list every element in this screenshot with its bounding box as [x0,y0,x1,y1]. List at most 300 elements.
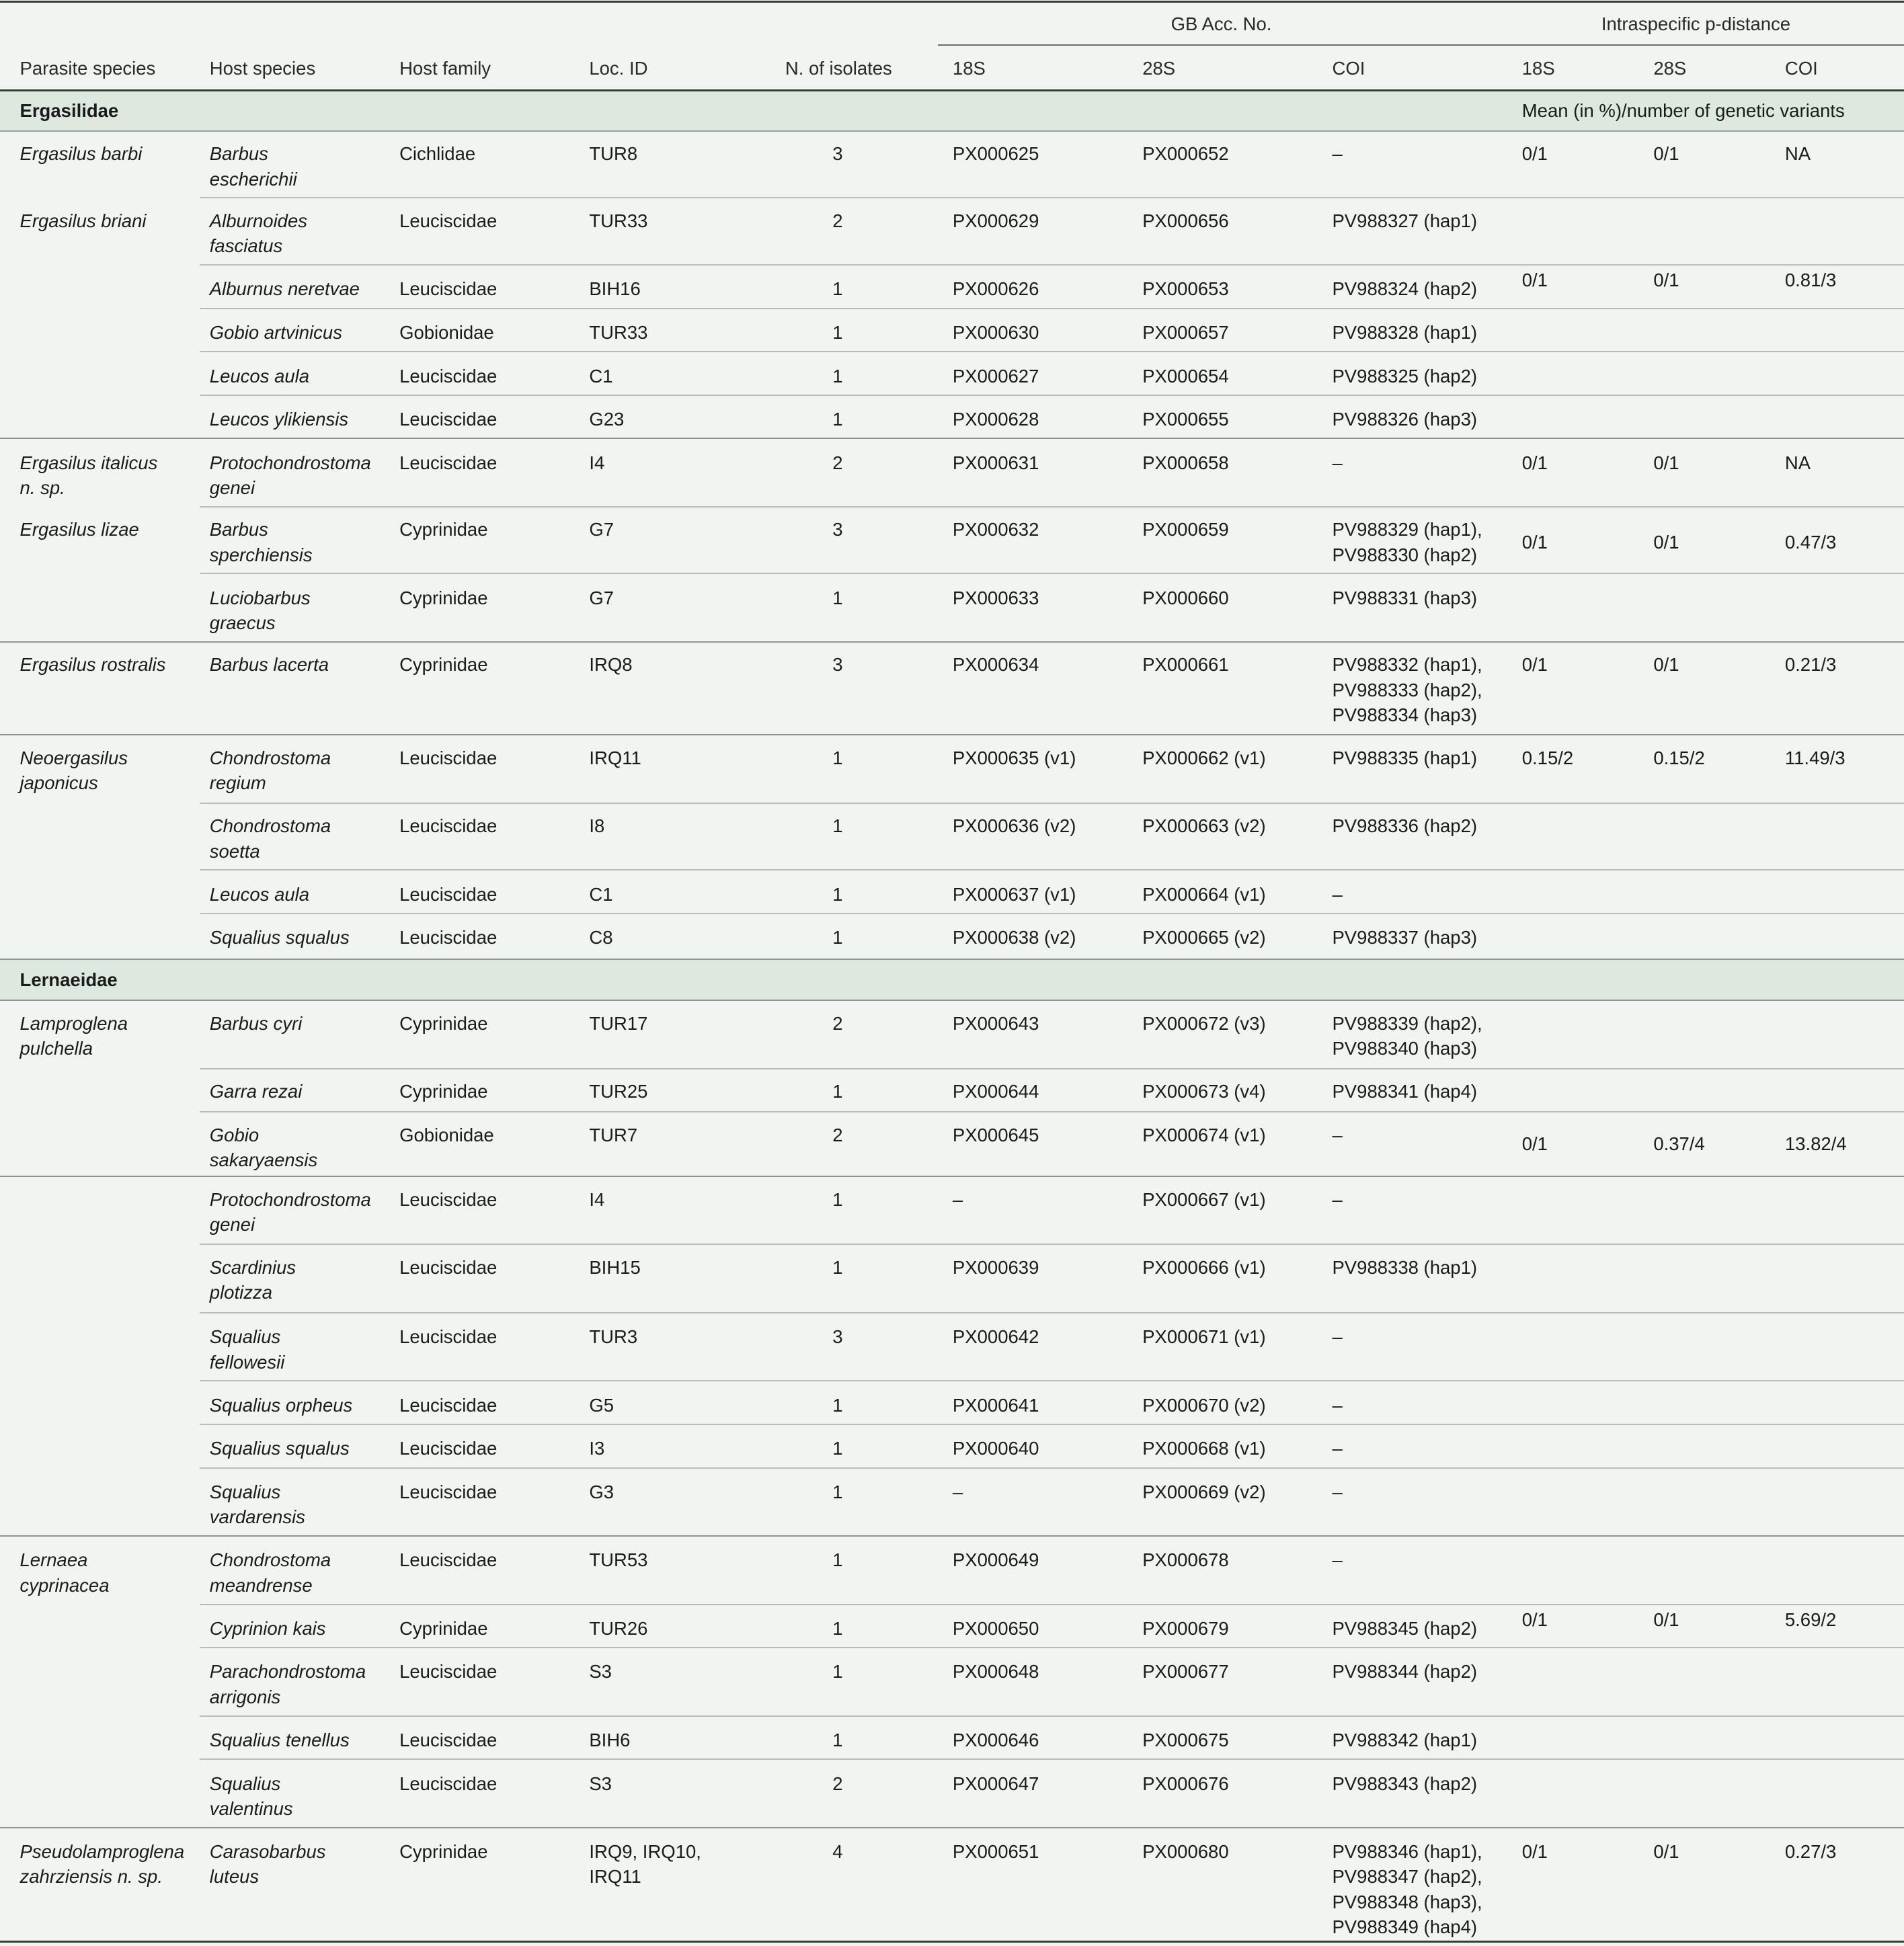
gb-18s-accession: PX000631 [952,452,1039,473]
header-gb-group: GB Acc. No. [1171,13,1272,35]
n-isolates: 1 [832,1729,843,1750]
loc-id: G5 [589,1394,614,1416]
n-isolates: 2 [832,1124,843,1145]
host-family: Leuciscidae [399,1438,498,1459]
host-species: arrigonis [209,1686,281,1707]
header-gb-18s: 18S [952,57,986,79]
gb-18s-accession: PX000636 (v2) [952,815,1076,837]
header-loc-id: Loc. ID [589,57,648,79]
gb-18s-accession: PX000647 [952,1773,1039,1794]
rule-line [0,1,1904,3]
parasite-species: cyprinacea [19,1574,110,1596]
host-species: Squalius squalus [209,927,350,948]
gb-18s-accession: PX000651 [952,1841,1039,1862]
loc-id: G3 [589,1481,614,1502]
pdist-28s: 0.15/2 [1653,747,1705,768]
rule-line [200,913,1904,914]
rule-line [0,1535,1904,1537]
host-species: Cyprinion kais [209,1617,326,1639]
host-family: Leuciscidae [399,1188,498,1210]
gb-28s-accession: PX000660 [1142,587,1229,608]
gb-28s-accession: PX000653 [1142,278,1229,300]
gb-18s-accession: PX000625 [952,143,1039,165]
gb-18s-accession: PX000634 [952,654,1039,676]
gb-28s-accession: PX000659 [1142,519,1229,540]
gb-28s-accession: PX000656 [1142,210,1229,231]
n-isolates: 2 [832,452,843,473]
n-isolates: 1 [832,365,843,387]
n-isolates: 1 [832,1394,843,1416]
n-isolates: 2 [832,1012,843,1034]
host-family: Gobionidae [399,1124,494,1145]
loc-id: TUR25 [589,1081,648,1102]
host-species: Squalius orpheus [209,1394,353,1416]
loc-id: IRQ11 [589,1866,641,1888]
host-species: Gobio artvinicus [209,321,342,343]
loc-id: BIH16 [589,278,641,300]
rule-line [200,264,1904,266]
host-species: Barbus lacerta [209,654,329,676]
host-species: Squalius [209,1326,281,1348]
host-family: Leuciscidae [399,1394,498,1416]
rule-line [0,1827,1904,1828]
n-isolates: 1 [832,278,843,300]
pdist-coi: 11.49/3 [1784,747,1846,768]
pdist-coi: NA [1784,143,1811,165]
loc-id: IRQ8 [589,654,633,676]
host-family: Cyprinidae [399,587,488,608]
host-family: Leuciscidae [399,1257,498,1279]
loc-id: TUR33 [589,210,648,231]
header-pdist-group: Intraspecific p-distance [1601,13,1791,35]
host-family: Leuciscidae [399,883,498,905]
host-family: Cyprinidae [399,1012,488,1034]
gb-coi-accession: PV988326 (hap3) [1332,409,1478,430]
header-pd-18s: 18S [1521,57,1555,79]
gb-coi-accession: PV988334 (hap3) [1332,704,1478,725]
n-isolates: 1 [832,321,843,343]
gb-28s-accession: PX000654 [1142,365,1229,387]
host-species: sakaryaensis [209,1149,318,1170]
loc-id: TUR3 [589,1326,638,1348]
n-isolates: 4 [832,1841,843,1862]
gb-18s-accession: PX000639 [952,1257,1039,1279]
rule-line [0,959,1904,960]
loc-id: BIH15 [589,1257,641,1279]
pdist-18s: 0/1 [1521,452,1548,473]
host-family: Leuciscidae [399,452,498,473]
gb-coi-accession: PV988328 (hap1) [1332,321,1478,343]
rule-line [200,308,1904,309]
gb-coi-accession: PV988327 (hap1) [1332,210,1478,231]
pdist-coi: 0.21/3 [1784,654,1837,676]
pdist-18s: 0.15/2 [1521,747,1574,768]
host-species: vardarensis [209,1506,305,1528]
host-species: soetta [209,840,260,862]
gb-coi-accession: PV988345 (hap2) [1332,1617,1478,1639]
host-species: Squalius tenellus [209,1729,350,1750]
gb-18s-accession: PX000649 [952,1549,1039,1571]
header-n-isolates: N. of isolates [785,57,892,79]
rule-line [0,130,1904,132]
host-species: Barbus cyri [209,1012,303,1034]
loc-id: C1 [589,883,613,905]
rule-line [0,438,1904,439]
n-isolates: 1 [832,409,843,430]
gb-18s-accession: PX000640 [952,1438,1039,1459]
host-species: Luciobarbus [209,587,311,608]
host-family: Leuciscidae [399,409,498,430]
host-species: fasciatus [209,235,283,257]
gb-28s-accession: PX000676 [1142,1773,1229,1794]
gb-28s-accession: PX000680 [1142,1841,1229,1862]
rule-line [200,1380,1904,1381]
loc-id: TUR53 [589,1549,648,1571]
host-species: Alburnoides [209,210,308,231]
pdist-18s: 0/1 [1521,531,1548,553]
gb-coi-accession: PV988347 (hap2), [1332,1866,1482,1888]
rule-line [200,506,1904,508]
pdist-coi: 0.27/3 [1784,1841,1837,1862]
loc-id: G7 [589,519,614,540]
gb-28s-accession: PX000669 (v2) [1142,1481,1266,1502]
loc-id: I3 [589,1438,605,1459]
n-isolates: 1 [832,1257,843,1279]
host-species: Squalius [209,1773,281,1794]
host-species: Garra rezai [209,1081,303,1102]
host-family: Cichlidae [399,143,476,165]
gb-coi-accession: PV988349 (hap4) [1332,1916,1478,1937]
pdist-28s: 0/1 [1653,143,1679,165]
gb-18s-accession: PX000630 [952,321,1039,343]
gb-coi-accession: – [1332,143,1343,165]
gb-28s-accession: PX000674 (v1) [1142,1124,1266,1145]
gb-18s-accession: PX000628 [952,409,1039,430]
header-gb-coi: COI [1332,57,1365,79]
family-band [0,959,1904,1000]
gb-coi-accession: – [1332,1481,1343,1502]
family-label: Ergasilidae [19,99,119,121]
gb-coi-accession: – [1332,1326,1343,1348]
host-family: Leuciscidae [399,365,498,387]
parasite-species: n. sp. [19,477,65,498]
host-family: Cyprinidae [399,654,488,676]
host-species: Chondrostoma [209,1549,331,1571]
gb-18s-accession: PX000641 [952,1394,1039,1416]
parasite-species: Ergasilus rostralis [19,654,166,676]
host-family: Leuciscidae [399,210,498,231]
gb-18s-accession: PX000626 [952,278,1039,300]
host-species: Squalius [209,1481,281,1502]
parasite-species: Ergasilus barbi [19,143,143,165]
gb-18s-accession: PX000635 (v1) [952,747,1076,768]
family-note: Mean (in %)/number of genetic variants [1521,99,1845,121]
n-isolates: 3 [832,143,843,165]
host-species: luteus [209,1866,260,1888]
n-isolates: 1 [832,587,843,608]
parasite-species: zahrziensis n. sp. [19,1866,163,1888]
host-species: Barbus [209,519,268,540]
host-species: Protochondrostoma [209,452,371,473]
loc-id: TUR26 [589,1617,648,1639]
host-species: Protochondrostoma [209,1188,371,1210]
gb-18s-accession: PX000637 (v1) [952,883,1076,905]
host-species: graecus [209,612,276,634]
loc-id: C1 [589,365,613,387]
gb-coi-accession: PV988339 (hap2), [1332,1012,1482,1034]
loc-id: G23 [589,409,625,430]
parasite-species: Ergasilus briani [19,210,147,231]
gb-coi-accession: – [1332,1549,1343,1571]
host-species: Carasobarbus [209,1841,326,1862]
host-family: Leuciscidae [399,1549,498,1571]
gb-28s-accession: PX000665 (v2) [1142,927,1266,948]
parasite-species: Lernaea [19,1549,88,1571]
parasite-species: japonicus [19,772,98,794]
rule-line [200,869,1904,870]
gb-28s-accession: PX000658 [1142,452,1229,473]
host-species: Gobio [209,1124,260,1145]
loc-id: BIH6 [589,1729,631,1750]
parasite-species: Lamproglena [19,1012,128,1034]
host-family: Leuciscidae [399,747,498,768]
host-family: Cyprinidae [399,1617,488,1639]
gb-coi-accession: PV988324 (hap2) [1332,278,1478,300]
pdist-18s: 0/1 [1521,1609,1548,1630]
gb-28s-accession: PX000667 (v1) [1142,1188,1266,1210]
gb-coi-accession: PV988337 (hap3) [1332,927,1478,948]
n-isolates: 3 [832,519,843,540]
gb-28s-accession: PX000677 [1142,1661,1229,1683]
n-isolates: 2 [832,210,843,231]
gb-18s-accession: – [952,1188,963,1210]
header-parasite-species: Parasite species [19,57,156,79]
n-isolates: 1 [832,1617,843,1639]
parasite-species: Neoergasilus [19,747,128,768]
host-species: genei [209,477,255,498]
n-isolates: 1 [832,1549,843,1571]
gb-28s-accession: PX000666 (v1) [1142,1257,1266,1279]
host-family: Leuciscidae [399,1661,498,1683]
rule-line [200,1111,1904,1112]
loc-id: IRQ9, IRQ10, [589,1841,701,1862]
loc-id: I8 [589,815,605,837]
rule-line [200,1715,1904,1717]
rule-line [200,1244,1904,1245]
rule-line [0,1000,1904,1001]
n-isolates: 1 [832,1438,843,1459]
host-species: valentinus [209,1797,293,1819]
host-species: Scardinius [209,1257,296,1279]
gb-18s-accession: PX000632 [952,519,1039,540]
gb-coi-accession: PV988344 (hap2) [1332,1661,1478,1683]
loc-id: I4 [589,1188,605,1210]
gb-28s-accession: PX000652 [1142,143,1229,165]
gb-coi-accession: PV988331 (hap3) [1332,587,1478,608]
gb-coi-accession: – [1332,883,1343,905]
host-species: fellowesii [209,1351,285,1373]
host-species: genei [209,1213,255,1235]
loc-id: TUR7 [589,1124,638,1145]
gb-coi-accession: – [1332,452,1343,473]
gb-coi-accession: – [1332,1188,1343,1210]
loc-id: TUR33 [589,321,648,343]
host-family: Leuciscidae [399,1773,498,1794]
pdist-28s: 0/1 [1653,531,1679,553]
rule-line [200,1312,1904,1313]
pdist-18s: 0/1 [1521,270,1548,291]
host-species: Squalius squalus [209,1438,350,1459]
n-isolates: 1 [832,1188,843,1210]
host-family: Cyprinidae [399,519,488,540]
pdist-coi: 0.47/3 [1784,531,1837,553]
gb-28s-accession: PX000663 (v2) [1142,815,1266,837]
host-family: Cyprinidae [399,1841,488,1862]
rule-line [0,1941,1904,1943]
gb-28s-accession: PX000673 (v4) [1142,1081,1266,1102]
host-species: sperchiensis [209,544,313,565]
pdist-coi: 0.81/3 [1784,270,1837,291]
gb-18s-accession: PX000646 [952,1729,1039,1750]
gb-28s-accession: PX000657 [1142,321,1229,343]
n-isolates: 1 [832,1081,843,1102]
host-family: Leuciscidae [399,1326,498,1348]
pdist-coi: 5.69/2 [1784,1609,1837,1630]
rule-line [200,1647,1904,1648]
host-family: Leuciscidae [399,815,498,837]
parasite-species: Ergasilus lizae [19,519,139,540]
gb-coi-accession: PV988338 (hap1) [1332,1257,1478,1279]
rule-line [200,1758,1904,1760]
gb-coi-accession: PV988336 (hap2) [1332,815,1478,837]
n-isolates: 3 [832,1326,843,1348]
gb-18s-accession: PX000644 [952,1081,1039,1102]
gb-18s-accession: PX000627 [952,365,1039,387]
gb-coi-accession: PV988343 (hap2) [1332,1773,1478,1794]
host-species: Leucos aula [209,883,310,905]
loc-id: C8 [589,927,613,948]
pdist-18s: 0/1 [1521,1133,1548,1154]
gb-28s-accession: PX000672 (v3) [1142,1012,1266,1034]
gb-coi-accession: PV988335 (hap1) [1332,747,1478,768]
n-isolates: 1 [832,1481,843,1502]
host-family: Leuciscidae [399,927,498,948]
gb-coi-accession: – [1332,1438,1343,1459]
gb-28s-accession: PX000662 (v1) [1142,747,1266,768]
gb-coi-accession: PV988342 (hap1) [1332,1729,1478,1750]
pdist-28s: 0/1 [1653,452,1679,473]
rule-line [200,1068,1904,1069]
gb-18s-accession: PX000650 [952,1617,1039,1639]
rule-line [200,1604,1904,1605]
gb-28s-accession: PX000679 [1142,1617,1229,1639]
host-family: Gobionidae [399,321,494,343]
host-family: Leuciscidae [399,1481,498,1502]
parasite-species: pulchella [19,1037,93,1059]
host-species: Barbus [209,143,268,165]
gb-18s-accession: PX000642 [952,1326,1039,1348]
host-species: Alburnus neretvae [209,278,360,300]
gb-coi-accession: PV988333 (hap2), [1332,679,1482,700]
pdist-18s: 0/1 [1521,143,1548,165]
parasite-species: Ergasilus italicus [19,452,158,473]
host-species: meandrense [209,1574,313,1596]
loc-id: S3 [589,1661,612,1683]
pdist-coi: 13.82/4 [1784,1133,1847,1154]
gb-coi-accession: PV988341 (hap4) [1332,1081,1478,1102]
gb-28s-accession: PX000671 (v1) [1142,1326,1266,1348]
rule-line [200,1467,1904,1469]
host-species: plotizza [209,1282,273,1303]
host-species: Leucos ylikiensis [209,409,349,430]
rule-line [200,351,1904,352]
gb-18s-accession: PX000648 [952,1661,1039,1683]
gb-18s-accession: PX000629 [952,210,1039,231]
loc-id: I4 [589,452,605,473]
rule-line [200,573,1904,574]
pdist-28s: 0/1 [1653,654,1679,676]
gb-coi-accession: PV988346 (hap1), [1332,1841,1482,1862]
gb-28s-accession: PX000655 [1142,409,1229,430]
gb-18s-accession: PX000643 [952,1012,1039,1034]
host-species: Leucos aula [209,365,310,387]
n-isolates: 1 [832,883,843,905]
pdist-28s: 0.37/4 [1653,1133,1705,1154]
n-isolates: 1 [832,747,843,768]
rule-line [200,1424,1904,1425]
parasite-species: Pseudolamproglena [19,1841,185,1862]
gb-28s-accession: PX000661 [1142,654,1229,676]
gb-28s-accession: PX000670 (v2) [1142,1394,1266,1416]
gb-coi-accession: PV988330 (hap2) [1332,544,1478,565]
rule-line [0,641,1904,643]
rule-line [0,734,1904,735]
n-isolates: 1 [832,1661,843,1683]
rule-line [200,395,1904,396]
host-species: Parachondrostoma [209,1661,366,1683]
n-isolates: 3 [832,654,843,676]
gb-coi-accession: PV988325 (hap2) [1332,365,1478,387]
pdist-coi: NA [1784,452,1811,473]
pdist-28s: 0/1 [1653,1609,1679,1630]
pdist-28s: 0/1 [1653,1841,1679,1862]
host-family: Cyprinidae [399,1081,488,1102]
host-species: Chondrostoma [209,815,331,837]
gb-coi-accession: – [1332,1124,1343,1145]
gb-coi-accession: – [1332,1394,1343,1416]
header-pd-28s: 28S [1653,57,1687,79]
family-label: Lernaeidae [19,969,118,990]
host-family: Leuciscidae [399,1729,498,1750]
loc-id: IRQ11 [589,747,641,768]
gb-18s-accession: PX000633 [952,587,1039,608]
gb-28s-accession: PX000678 [1142,1549,1229,1571]
rule-line [938,44,1904,46]
gb-coi-accession: PV988340 (hap3) [1332,1037,1478,1059]
loc-id: S3 [589,1773,612,1794]
gb-28s-accession: PX000675 [1142,1729,1229,1750]
header-gb-28s: 28S [1142,57,1176,79]
pdist-28s: 0/1 [1653,270,1679,291]
header-host-family: Host family [399,57,491,79]
loc-id: TUR17 [589,1012,648,1034]
header-pd-coi: COI [1784,57,1818,79]
host-species: Chondrostoma [209,747,331,768]
pdist-18s: 0/1 [1521,1841,1548,1862]
gb-28s-accession: PX000668 (v1) [1142,1438,1266,1459]
gb-18s-accession: PX000638 (v2) [952,927,1076,948]
gb-28s-accession: PX000664 (v1) [1142,883,1266,905]
